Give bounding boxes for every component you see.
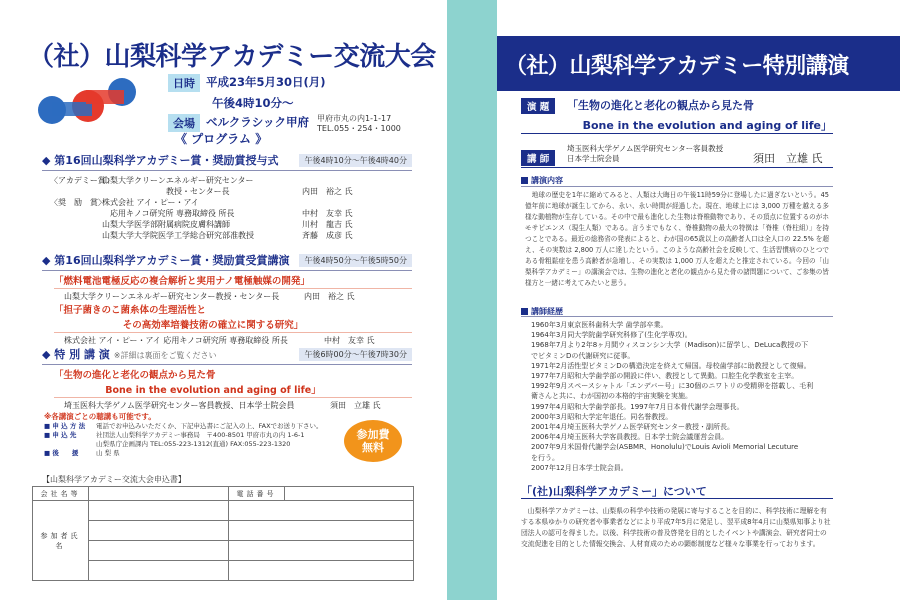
attendee-field[interactable] xyxy=(229,541,414,561)
cv-list xyxy=(531,320,831,473)
time-value: 午後4時10分～ xyxy=(212,96,294,110)
award-category xyxy=(42,186,102,197)
list-item xyxy=(42,197,412,208)
note-text: 社団法人山梨科学アカデミー事務局 〒400-8501 甲府市丸の内 1-6-1 xyxy=(96,431,305,439)
section-title-text: ◆ 特 別 講 演 xyxy=(42,348,110,361)
section-title: ◆ 第16回山梨科学アカデミー賞・奨励賞授与式 xyxy=(42,154,279,167)
left-page xyxy=(0,0,445,600)
list-item: を行う。 xyxy=(531,453,559,462)
note-text: 山梨県庁企画課内 TEL:055-223-1312(直通) FAX:055-223-1320 xyxy=(96,440,291,448)
section-title xyxy=(42,346,216,362)
application-notes xyxy=(44,412,344,458)
recipient-name: 斉藤 成彦 氏 xyxy=(302,231,353,240)
about-heading: 「(社)山梨科学アカデミー」について xyxy=(521,485,707,498)
list-item xyxy=(42,186,412,197)
list-item: 1977年7月昭和大学歯学部の開設に伴い、教授として異動。口腔生化学教室を主宰。 xyxy=(531,372,799,381)
list-item: 1960年3月東京医科歯科大学 歯学部卒業。 xyxy=(531,321,668,329)
venue-address xyxy=(317,114,401,134)
phone-label: 電話番号 xyxy=(229,487,285,501)
free-admission-badge xyxy=(344,420,402,462)
attendee-field[interactable] xyxy=(89,501,229,521)
award-category xyxy=(42,219,102,230)
academy-logo-icon xyxy=(34,72,150,132)
phone-field[interactable] xyxy=(285,487,414,501)
attendee-field[interactable] xyxy=(89,541,229,561)
section-time: 午後4時50分～午後5時50分 xyxy=(299,254,412,267)
affiliation: 山梨大学医学部附属病院皮膚科講師 xyxy=(102,220,230,229)
abstract-text: 地球の歴史を1年に縮めてみると、人類は大晦日の午後11時59分に登場したに過ぎないという。45億年前に地球が誕生してから、永い、永い時間が経過した。現在、地球上には 3,000 万種を越える多様な動植物が生存している。その中で最も進化した生物は脊椎動物であり、その頂点に位置するのがホモサピエンス（現生人類）である。言うまでもなく、脊椎動物の最大の特徴は「脊椎（脊柱組）」を持つことである。最近の総務省の発表によると、わが国の65歳以上の高齢者人口は全人口の 22.5% を超え、その実数は 2,800 万人に達したという。このような高齢社会を反映して、生活習慣病のひとつである骨粗鬆症を患う高齢者が急増し、その実数は 1,000 万人を超えたと推定されている。今回の「山梨科学アカデミー」の講演会では、生物の進化と老化の観点から見た骨の諸問題について、ご参集の皆様方と一緒に考えてみたいと思う。 xyxy=(525,191,829,287)
divider xyxy=(521,133,833,134)
event-title: （社）山梨科学アカデミー交流大会 xyxy=(28,42,436,72)
award-category xyxy=(42,230,102,241)
list-item xyxy=(42,208,412,219)
divider xyxy=(521,316,833,317)
divider xyxy=(521,186,833,187)
note-label: ■ 後 援 xyxy=(44,449,79,457)
event-info xyxy=(168,74,401,137)
list-item xyxy=(42,219,412,230)
presenter-name: 中村 友幸 氏 xyxy=(324,336,375,345)
presenter-affiliation: 株式会社 アイ・ピー・アイ 応用キノコ研究所 専務取締役 所長 xyxy=(64,336,288,345)
note-text: 山 梨 県 xyxy=(96,449,120,457)
right-page xyxy=(497,0,900,600)
program-heading: 《 プログラム 》 xyxy=(175,132,268,146)
award-ceremony-section xyxy=(42,152,412,241)
venue-phone: TEL.055・254・1000 xyxy=(317,124,401,133)
lecture-title: 「担子菌きのこ菌糸体の生理活性と xyxy=(54,305,207,316)
section-note: ※詳細は裏面をご覧ください xyxy=(113,351,217,360)
square-bullet-icon xyxy=(521,177,528,184)
list-item: 衛さんと共に、わが国初の本格的宇宙実験を実施。 xyxy=(531,392,692,401)
org-field[interactable] xyxy=(89,487,229,501)
theme-title-english: Bone in the evolution and aging of life」 xyxy=(582,119,832,132)
date-value: 平成23年5月30日(月) xyxy=(206,75,326,89)
venue-value: ベルクラシック甲府 xyxy=(206,115,310,129)
affiliation: 株式会社 アイ・ピー・アイ xyxy=(102,198,199,207)
affiliation: 山梨大学大学院医学工学総合研究部准教授 xyxy=(102,231,254,240)
lecture-title: 「生物の進化と老化の観点から見た骨 xyxy=(54,370,216,381)
list-item: 1997年4月昭和大学歯学部長。1997年7月日本骨代謝学会理事長。 xyxy=(531,402,744,411)
lecture-title-english: Bone in the evolution and aging of life」 xyxy=(54,384,412,398)
list-item: 1964年3月同大学院歯学研究科修了(生化学専攻)。 xyxy=(531,331,692,340)
header-banner xyxy=(497,36,900,91)
section-time: 午後6時00分～午後7時30分 xyxy=(299,348,412,361)
venue-label: 会場 xyxy=(168,114,200,132)
badge-line: 無料 xyxy=(362,441,384,454)
presenter-name: 内田 裕之 氏 xyxy=(304,292,355,301)
recipient-name: 中村 友幸 氏 xyxy=(302,209,353,218)
heading-text: 講師経歴 xyxy=(531,307,563,316)
lecture-title: 「燃料電池電極反応の複合解析と実用ナノ電極触媒の開発」 xyxy=(54,275,412,289)
affiliation: 山梨大学クリーンエネルギー研究センター xyxy=(102,176,254,185)
note-label: ■ 申 込 先 xyxy=(44,431,77,439)
speaker-label: 講 師 xyxy=(521,150,555,166)
speaker-name: 須田 立雄 氏 xyxy=(753,152,823,165)
special-lecture-section xyxy=(42,346,412,411)
recipient-name: 川村 龍吉 氏 xyxy=(302,220,353,229)
affiliation: 教授・センター長 xyxy=(102,187,230,196)
attendee-field[interactable] xyxy=(229,521,414,541)
list-item: 2007年9月米国骨代謝学会(ASBMR、Honolulu)でLouis Avioli Memorial Lecuture xyxy=(531,443,799,452)
section-title: ◆ 第16回山梨科学アカデミー賞・奨励賞受賞講演 xyxy=(42,254,290,267)
note-text: 電話でお申込みいただくか、下記申込書にご記入の上、FAXでお送り下さい。 xyxy=(96,422,323,430)
abstract-heading xyxy=(521,175,563,186)
attendee-field[interactable] xyxy=(229,561,414,581)
recipient-name: 内田 裕之 氏 xyxy=(302,187,353,196)
award-category xyxy=(42,208,102,219)
list-item xyxy=(42,230,412,241)
section-time: 午後4時10分～午後4時40分 xyxy=(299,154,412,167)
theme-label: 演 題 xyxy=(521,98,555,114)
affiliation: 応用キノコ研究所 専務取締役 所長 xyxy=(102,209,235,218)
attendee-field[interactable] xyxy=(229,501,414,521)
attendee-label: 参加者氏名 xyxy=(33,501,89,581)
attendee-field[interactable] xyxy=(89,561,229,581)
list-item: 2007年12月日本学士院会員。 xyxy=(531,463,628,472)
award-category: 〈奨 励 賞〉 xyxy=(50,198,106,207)
list-item: 2001年4月埼玉医科大学ゲノム医学研究センター教授・副所長。 xyxy=(531,423,735,432)
list-item: でビタミンDの代謝研究に従事。 xyxy=(531,351,635,360)
speaker-affiliation-line: 埼玉医科大学ゲノム医学研究センター客員教授 xyxy=(567,144,724,153)
speaker-affiliation-line: 日本学士院会員 xyxy=(567,154,620,163)
recipient-name xyxy=(302,175,412,186)
theme-title: 「生物の進化と老化の観点から見た骨 xyxy=(567,99,754,112)
list-item: 1971年2月活性型ビタミンDの構造決定を終えて帰国。母校歯学部に助教授として復帰。 xyxy=(531,361,811,370)
note-label xyxy=(44,440,96,449)
note-label: ■ 申 込 方 法 xyxy=(44,422,86,430)
list-item: 2000年3月昭和大学定年退任。同名誉教授。 xyxy=(531,412,673,421)
list-item: 1968年7月より2年8ヶ月間ウィスコンシン大学（Madison)に留学し、DeLuca教授の下 xyxy=(531,341,809,350)
recipient-name xyxy=(302,197,412,208)
badge-line: 参加費 xyxy=(356,428,390,441)
award-category: 〈アカデミー賞〉 xyxy=(50,176,114,185)
date-label: 日時 xyxy=(168,74,200,92)
speaker-affiliation xyxy=(567,144,723,164)
presenter-affiliation: 山梨大学クリーンエネルギー研究センター教授・センター長 xyxy=(64,292,280,301)
presenter-affiliation: 埼玉医科大学ゲノム医学研究センター客員教授、日本学士院会員 xyxy=(64,401,295,410)
list-item: 1992年9月スペースシャトル「エンデバー号」に30個のニワトリの受精卵を搭載し、毛利 xyxy=(531,382,814,391)
presenter-name: 須田 立雄 氏 xyxy=(330,401,381,410)
spine-band xyxy=(447,0,497,600)
notice-text: ※各講演ごとの聴講も可能です。 xyxy=(44,412,156,421)
application-form xyxy=(32,486,414,581)
about-text: 山梨科学アカデミーは、山梨県の科学や技術の発展に寄与することを目的に、科学技術に理解を有する本県ゆかりの研究者や事業者などにより平成7年5月に発足し、翌平成8年4月に山梨県知事より社団法人の認可を得ました。以後、科学技術の普及啓発を目的としたイベントや講演会、研究者同士の交流促進を目的とした情報交換会、人材育成のための顕彰制度など様々な事業を行っております。 xyxy=(521,507,831,548)
lecture-page-title: （社）山梨科学アカデミー特別講演 xyxy=(505,54,849,79)
square-bullet-icon xyxy=(521,308,528,315)
list-item: 2006年4月埼玉医科大学客員教授。日本学士院会議運営会員。 xyxy=(531,433,729,442)
org-label: 会社名等 xyxy=(33,487,89,501)
attendee-field[interactable] xyxy=(89,521,229,541)
award-lecture-section xyxy=(42,252,412,346)
lecture-title-cont: その高効率培養技術の確立に関する研究」 xyxy=(54,319,412,333)
heading-text: 講演内容 xyxy=(531,176,563,185)
list-item xyxy=(42,175,412,186)
divider xyxy=(521,167,833,168)
divider xyxy=(521,498,833,499)
address-line: 甲府市丸の内1-1-17 xyxy=(317,114,392,123)
form-title: 【山梨科学アカデミー交流大会申込書】 xyxy=(42,475,186,484)
